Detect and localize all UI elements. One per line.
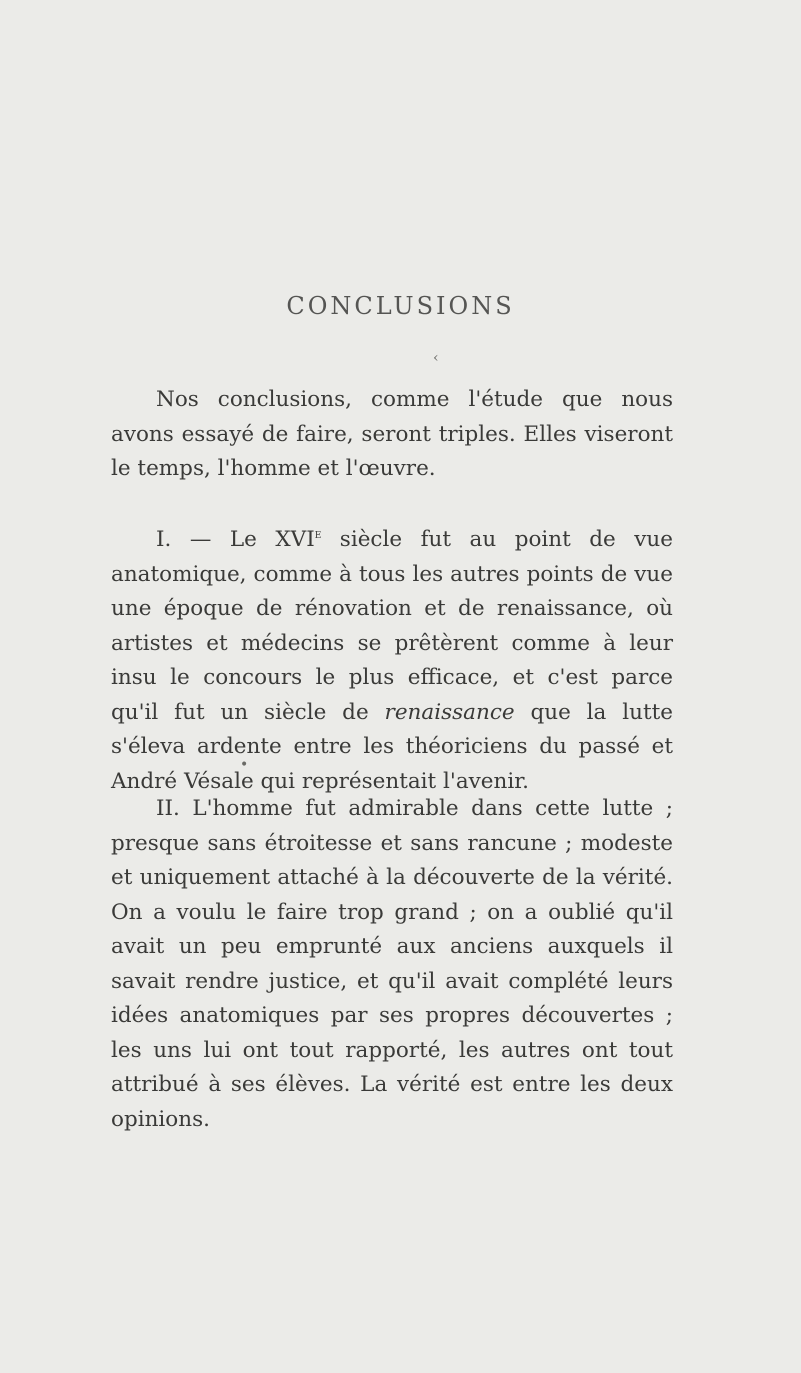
section-one-paragraph	[111, 518, 673, 799]
century-numeral: XVIe	[275, 527, 322, 553]
page-title: CONCLUSIONS	[286, 292, 515, 320]
section-one-text: siècle fut au point de vue anatomique, comme à tous les autres points de vue une époque de rénovation et de renaissance, où artistes et médecins se prêtèrent comme à leur insu le concours le plus efficace, et c'est parce qu'il fut un siècle de	[111, 527, 673, 725]
section-one-text-end: que la lutte s'éleva ardente entre les théoriciens du passé et André Vésale qui représentait l'avenir.	[111, 699, 673, 794]
century-superscript: e	[314, 527, 322, 542]
section-one-number: I. — Le	[156, 527, 257, 553]
section-two-paragraph: II. L'homme fut admirable dans cette lutte ; presque sans étroitesse et sans rancune ; modeste et uniquement attaché à la découverte de la vérité. On a voulu le faire trop grand ; on a oublié qu'il avait un peu emprunté aux anciens auxquels il savait rendre justice, et qu'il avait complété leurs idées anatomiques par ses propres découvertes ; les uns lui ont tout rapporté, les autres ont tout attribué à ses élèves. La vérité est entre les deux opinions.	[111, 796, 673, 1132]
ink-mark: ‹	[433, 350, 439, 366]
intro-paragraph: Nos conclusions, comme l'étude que nous avons essayé de faire, seront triples. Elles viseront le temps, l'homme et l'œuvre.	[111, 387, 673, 481]
ink-dot: •	[240, 757, 249, 773]
emphasized-word: renaissance	[384, 699, 515, 725]
